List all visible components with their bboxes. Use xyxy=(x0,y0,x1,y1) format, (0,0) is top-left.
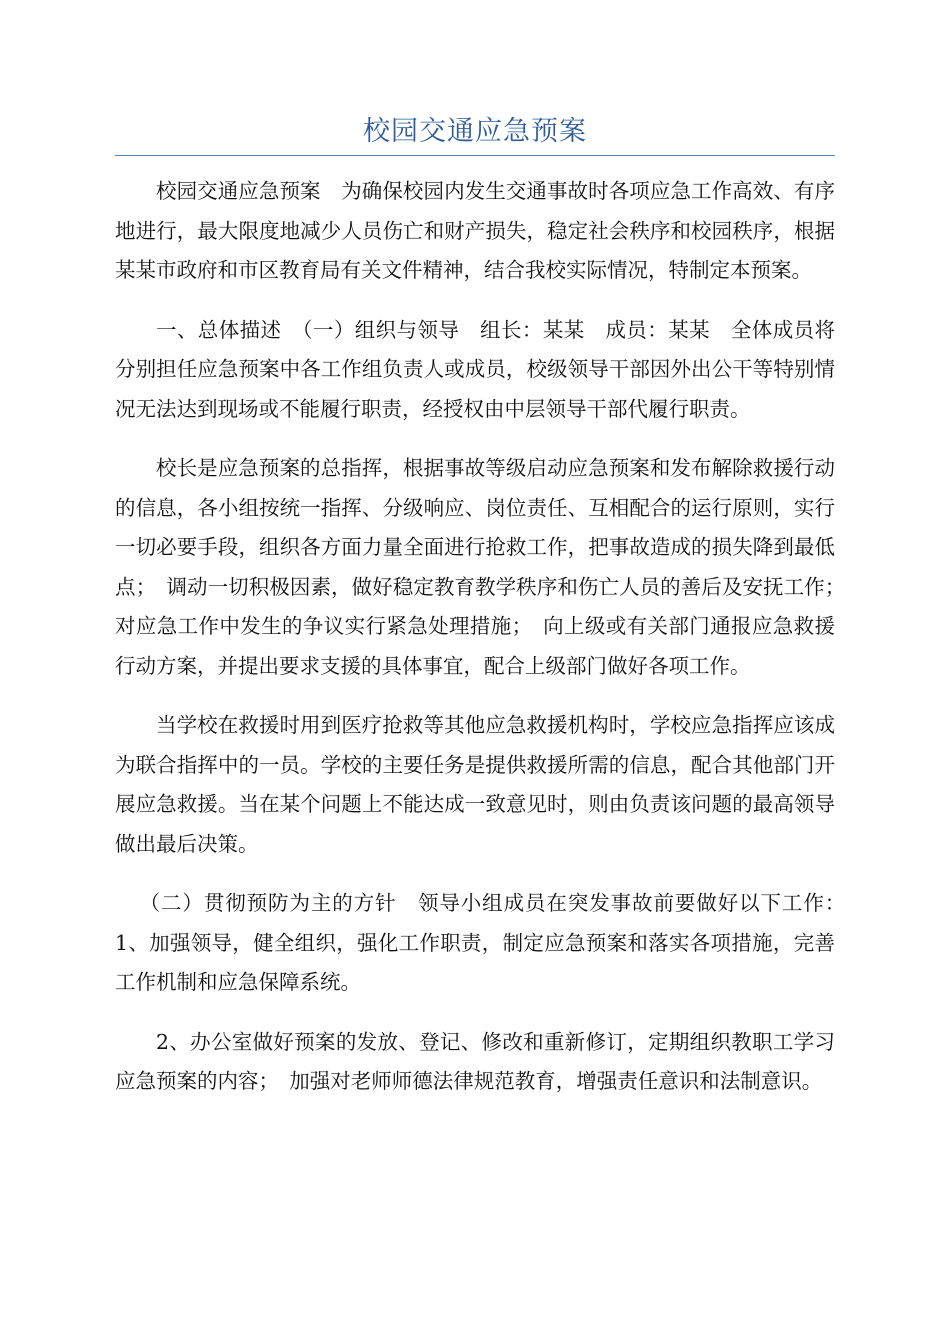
paragraph-overview: 一、总体描述 （一）组织与领导 组长：某某 成员：某某 全体成员将分别担任应急预案中各工作组负责人或成员，校级领导干部因外出公干等特别情况无法达到现场或不能履行职责，经授权由中层领导干部代履行职责。 xyxy=(115,317,835,421)
title-underline xyxy=(115,155,835,156)
document-title: 校园交通应急预案 xyxy=(363,116,587,147)
document-body xyxy=(115,172,856,1122)
paragraph-intro: 校园交通应急预案 为确保校园内发生交通事故时各项应急工作高效、有序地进行，最大限度地减少人员伤亡和财产损失，稳定社会秩序和校园秩序，根据某某市政府和市区教育局有关文件精神，结合我校实际情况，特制定本预案。 xyxy=(115,179,835,282)
paragraph-joint-command: 当学校在救援时用到医疗抢救等其他应急救援机构时，学校应急指挥应该成为联合指挥中的一员。学校的主要任务是提供救援所需的信息，配合其他部门开展应急救援。当在某个问题上不能达成一致意见时，则由负责该问题的最高领导做出最后决策。 xyxy=(115,713,835,856)
paragraph-principal-role: 校长是应急预案的总指挥，根据事故等级启动应急预案和发布解除救援行动的信息，各小组按统一指挥、分级响应、岗位责任、互相配合的运行原则，实行一切必要手段，组织各方面力量全面进行抢救工作，把事故造成的损失降到最低点； 调动一切积极因素，做好稳定教育教学秩序和伤亡人员的善后及安抚工作； 对应急工作中发生的争议实行紧急处理措施； 向上级或有关部门通报应急救援行动方案，并提出要求支援的具体事宜，配合上级部门做好各项工作。 xyxy=(115,456,856,678)
paragraph-prevention: （二）贯彻预防为主的方针 领导小组成员在突发事故前要做好以下工作： 1、加强领导，健全组织，强化工作职责，制定应急预案和落实各项措施，完善工作机制和应急保障系统。 xyxy=(115,891,856,994)
paragraph-office-duties: 2、办公室做好预案的发放、登记、修改和重新修订，定期组织教职工学习应急预案的内容； 加强对老师师德法律规范教育，增强责任意识和法制意识。 xyxy=(115,1029,835,1093)
